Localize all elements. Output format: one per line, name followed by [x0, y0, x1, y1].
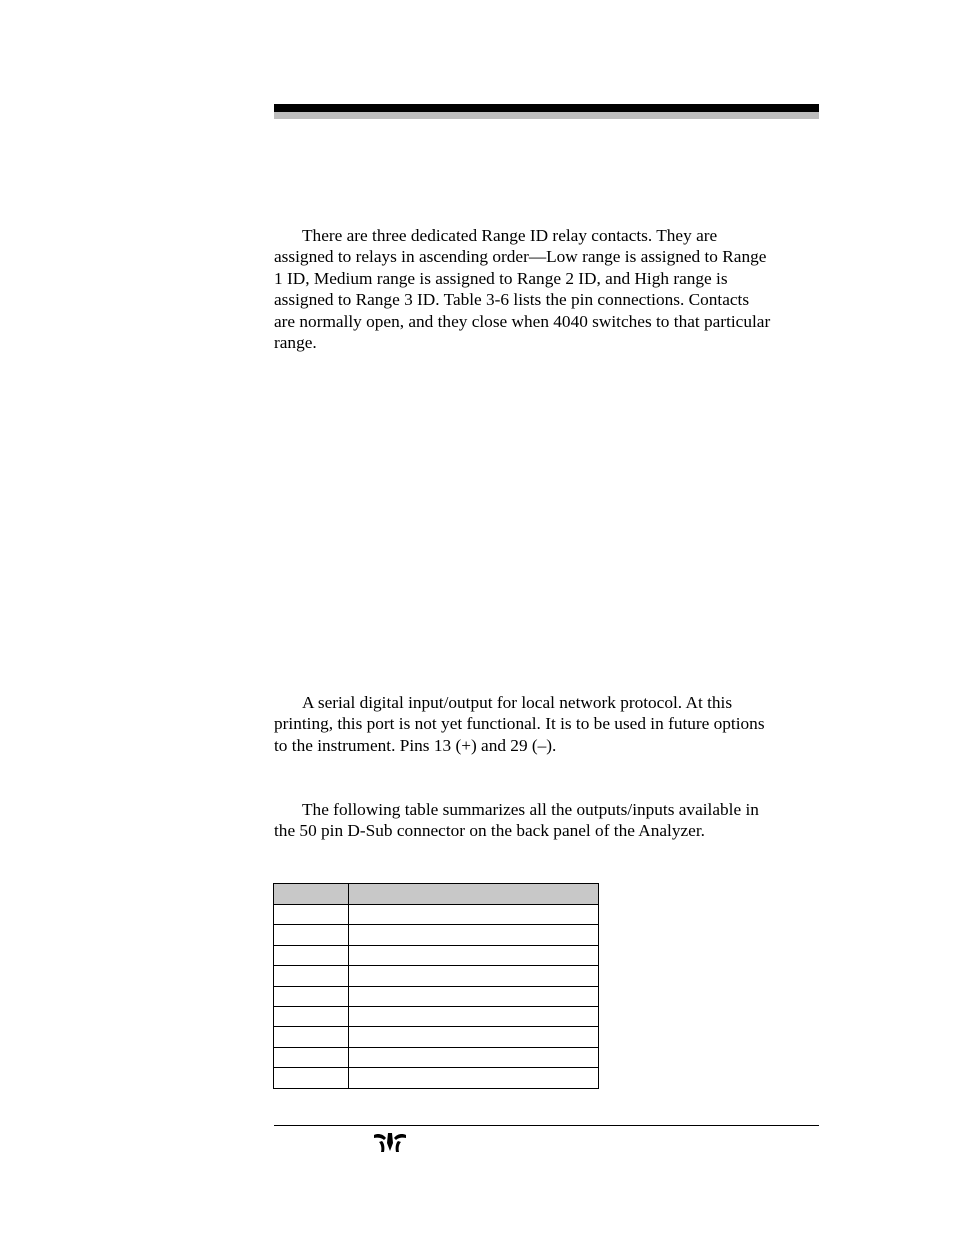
text-line: to the instrument. Pins 13 (+) and 29 (–).	[274, 735, 557, 755]
table-cell	[349, 1068, 599, 1088]
text-line: The following table summarizes all the outputs/inputs available in	[302, 800, 759, 819]
table-cell	[274, 1006, 349, 1026]
header-rule-black	[274, 104, 819, 112]
table-cell	[349, 945, 599, 965]
table-cell	[274, 986, 349, 1006]
text-line: A serial digital input/output for local network protocol. At this	[302, 693, 733, 712]
table-header-cell	[274, 884, 349, 905]
table-cell	[274, 925, 349, 945]
text-line: assigned to relays in ascending order—Low range is assigned to Range	[274, 247, 767, 267]
range-id-paragraph	[274, 225, 819, 353]
table-cell	[349, 1006, 599, 1026]
footer-rule	[274, 1125, 819, 1126]
table-cell	[349, 925, 599, 945]
table-row	[274, 945, 599, 965]
table-cell	[274, 1027, 349, 1047]
summary-paragraph	[274, 799, 819, 842]
table-header-row	[274, 884, 599, 905]
text-line: 1 ID, Medium range is assigned to Range 2 ID, and High range is	[274, 268, 728, 288]
table-cell	[349, 986, 599, 1006]
table-row	[274, 966, 599, 986]
table-row	[274, 986, 599, 1006]
table-row	[274, 1068, 599, 1088]
table-cell	[349, 966, 599, 986]
table-cell	[349, 905, 599, 925]
table-cell	[274, 1047, 349, 1067]
table-cell	[274, 1068, 349, 1088]
network-io-paragraph	[274, 692, 819, 756]
pin-summary-table	[273, 883, 599, 1089]
table-row	[274, 905, 599, 925]
table-cell	[349, 1047, 599, 1067]
table-row	[274, 1006, 599, 1026]
table-cell	[349, 1027, 599, 1047]
table-cell	[274, 905, 349, 925]
table-cell	[274, 945, 349, 965]
text-line: There are three dedicated Range ID relay contacts. They are	[302, 226, 718, 245]
teledyne-logo-icon	[372, 1131, 408, 1153]
table-header-cell	[349, 884, 599, 905]
header-rule-gray	[274, 112, 819, 119]
table-row	[274, 1027, 599, 1047]
text-line: range.	[274, 333, 317, 353]
table-row	[274, 1047, 599, 1067]
table-cell	[274, 966, 349, 986]
text-line: assigned to Range 3 ID. Table 3-6 lists the pin connections. Contacts	[274, 290, 750, 310]
table-row	[274, 925, 599, 945]
text-line: printing, this port is not yet functional. It is to be used in future options	[274, 714, 765, 734]
text-line: are normally open, and they close when 4040 switches to that particular	[274, 311, 771, 331]
text-line: the 50 pin D-Sub connector on the back panel of the Analyzer.	[274, 821, 705, 841]
